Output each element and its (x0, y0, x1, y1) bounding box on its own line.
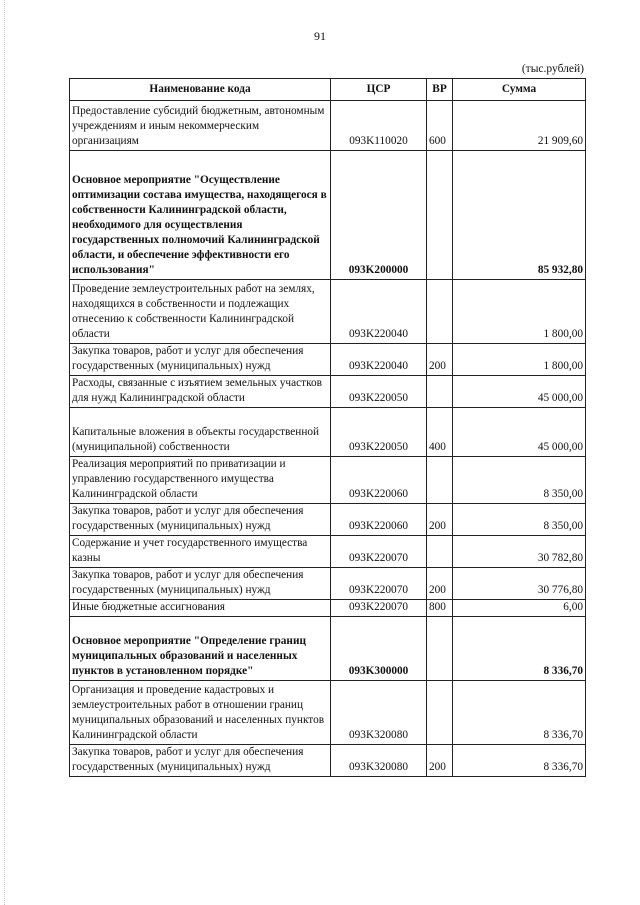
cell-name: Организация и проведение кадастровых и землеустроительных работ в отношении границ муниципальных образований и населенных пунктов Калининградской области (70, 681, 331, 745)
budget-table (69, 78, 586, 777)
cell-name: Основное мероприятие "Осуществление оптимизации состава имущества, находящегося в собственности Калининградской области, необходимого для осуществления государственных полномочий Калининградской области, и обеспечение эффективности его использования" (70, 151, 331, 280)
cell-vr: 200 (427, 504, 453, 536)
cell-csr: 093K220050 (331, 408, 427, 457)
cell-vr (427, 280, 453, 344)
cell-vr: 200 (427, 745, 453, 777)
table-row (70, 504, 586, 536)
table-header-row (70, 79, 586, 101)
table-row (70, 280, 586, 344)
cell-name: Реализация мероприятий по приватизации и управлению государственного имущества Калининградской области (70, 457, 331, 504)
cell-sum: 8 336,70 (453, 617, 586, 681)
cell-vr (427, 376, 453, 408)
cell-sum: 45 000,00 (453, 408, 586, 457)
header-sum: Сумма (453, 79, 586, 101)
cell-name: Проведение землеустроительных работ на землях, находящихся в собственности и подлежащих отнесению к собственности Калининградской области (70, 280, 331, 344)
table-row (70, 408, 586, 457)
cell-sum: 21 909,60 (453, 101, 586, 151)
table-row (70, 101, 586, 151)
cell-name: Капитальные вложения в объекты государственной (муниципальной) собственности (70, 408, 331, 457)
header-csr: ЦСР (331, 79, 427, 101)
cell-vr (427, 536, 453, 568)
page-number: 91 (314, 29, 326, 43)
cell-csr: 093K220060 (331, 457, 427, 504)
cell-csr: 093K220070 (331, 600, 427, 617)
cell-vr (427, 457, 453, 504)
cell-name: Закупка товаров, работ и услуг для обеспечения государственных (муниципальных) нужд (70, 568, 331, 600)
cell-sum: 45 000,00 (453, 376, 586, 408)
cell-vr: 200 (427, 344, 453, 376)
table-row (70, 376, 586, 408)
cell-name: Закупка товаров, работ и услуг для обеспечения государственных (муниципальных) нужд (70, 745, 331, 777)
cell-csr: 093K320080 (331, 681, 427, 745)
cell-sum: 8 336,70 (453, 681, 586, 745)
cell-csr: 093K110020 (331, 101, 427, 151)
cell-sum: 8 336,70 (453, 745, 586, 777)
cell-sum: 30 782,80 (453, 536, 586, 568)
cell-csr: 093K220040 (331, 280, 427, 344)
cell-vr: 200 (427, 568, 453, 600)
cell-csr: 093K200000 (331, 151, 427, 280)
cell-name: Закупка товаров, работ и услуг для обеспечения государственных (муниципальных) нужд (70, 504, 331, 536)
table-row (70, 617, 586, 681)
cell-name: Расходы, связанные с изъятием земельных участков для нужд Калининградской области (70, 376, 331, 408)
table-row (70, 536, 586, 568)
cell-sum: 1 800,00 (453, 280, 586, 344)
cell-sum: 6,00 (453, 600, 586, 617)
header-vr: ВР (427, 79, 453, 101)
header-name: Наименование кода (70, 79, 331, 101)
scan-edge-marks (4, 0, 7, 905)
cell-name: Закупка товаров, работ и услуг для обеспечения государственных (муниципальных) нужд (70, 344, 331, 376)
cell-sum: 8 350,00 (453, 457, 586, 504)
cell-csr: 093K300000 (331, 617, 427, 681)
table-row (70, 151, 586, 280)
cell-csr: 093K220070 (331, 568, 427, 600)
cell-csr: 093K220070 (331, 536, 427, 568)
cell-vr (427, 151, 453, 280)
cell-name: Предоставление субсидий бюджетным, автономным учреждениям и иным некоммерческим организациям (70, 101, 331, 151)
cell-vr (427, 681, 453, 745)
cell-sum: 8 350,00 (453, 504, 586, 536)
cell-vr: 400 (427, 408, 453, 457)
table-row (70, 600, 586, 617)
cell-vr (427, 617, 453, 681)
cell-name: Иные бюджетные ассигнования (70, 600, 331, 617)
cell-name: Основное мероприятие "Определение границ муниципальных образований и населенных пунктов в установленном порядке" (70, 617, 331, 681)
cell-sum: 30 776,80 (453, 568, 586, 600)
cell-csr: 093K220050 (331, 376, 427, 408)
cell-csr: 093K320080 (331, 745, 427, 777)
table-row (70, 681, 586, 745)
table-row (70, 344, 586, 376)
cell-vr: 600 (427, 101, 453, 151)
table-row (70, 568, 586, 600)
cell-vr: 800 (427, 600, 453, 617)
units-label: (тыс.рублей) (521, 63, 584, 75)
cell-name: Содержание и учет государственного имущества казны (70, 536, 331, 568)
table-row (70, 457, 586, 504)
cell-sum: 1 800,00 (453, 344, 586, 376)
table-row (70, 745, 586, 777)
cell-csr: 093K220040 (331, 344, 427, 376)
cell-csr: 093K220060 (331, 504, 427, 536)
cell-sum: 85 932,80 (453, 151, 586, 280)
